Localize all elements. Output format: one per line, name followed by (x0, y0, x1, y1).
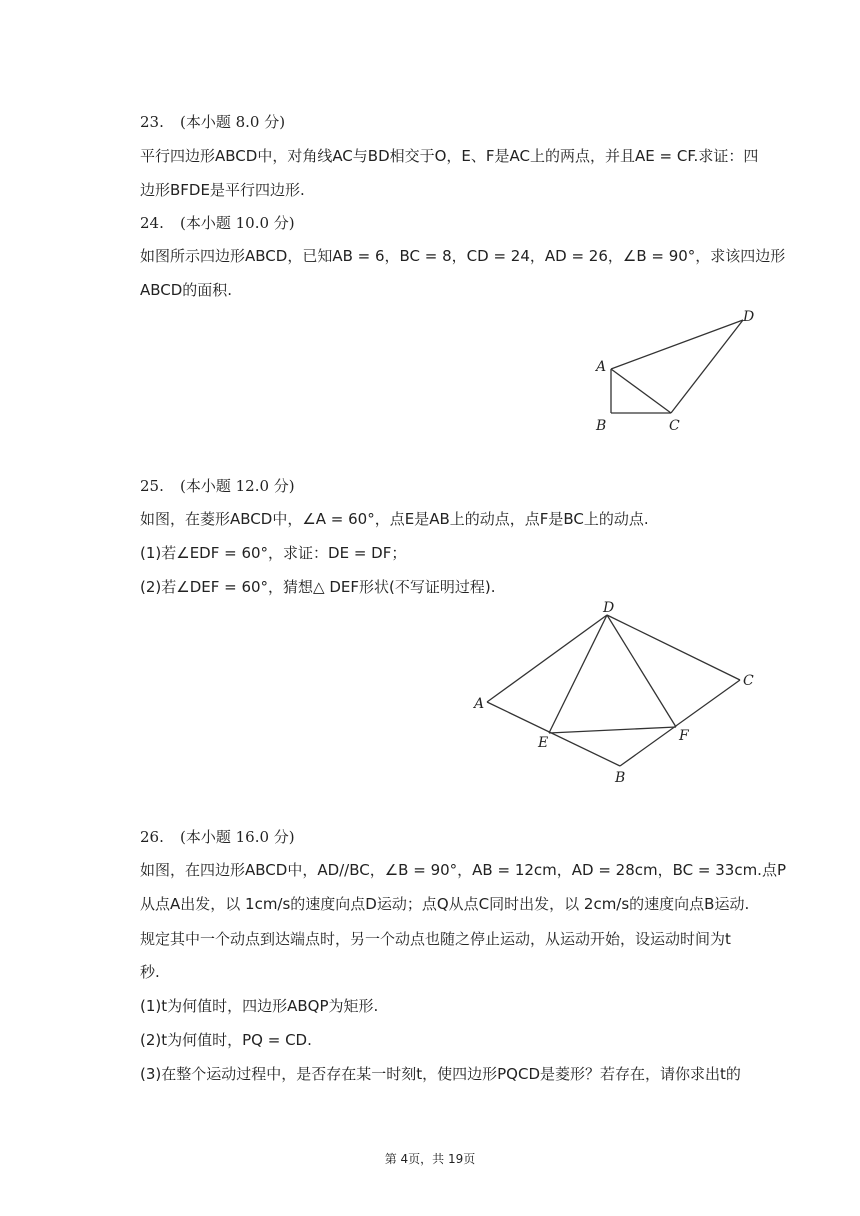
q25-label-e: E (538, 735, 549, 751)
q25-segment-ef (549, 727, 676, 733)
q24-text-line2: ABCD的面积. (140, 281, 233, 299)
q25-label-a: A (474, 696, 485, 712)
q25-text-line3: (2)若∠DEF = 60°，猜想△ DEF形状(不写证明过程). (140, 578, 496, 596)
q23-number: 23. (140, 113, 164, 131)
q25-label-b: B (615, 770, 626, 786)
q25-score: (本小题 12.0 分) (180, 477, 295, 495)
q26-text-line3: 规定其中一个动点到达端点时，另一个动点也随之停止运动，从运动开始，设运动时间为t (140, 930, 731, 948)
q24-diagonal-ac (611, 369, 671, 413)
q25-heading (140, 476, 780, 496)
q25-segment-de (549, 615, 607, 733)
q26-text-line1: 如图，在四边形ABCD中，AD//BC，∠B = 90°，AB = 12cm，AD = 28cm，BC = 33cm.点P (140, 861, 786, 879)
q26-text-line7: (3)在整个运动过程中，是否存在某一时刻t，使四边形PQCD是菱形？若存在，请你求出t的 (140, 1065, 741, 1083)
q24-label-c: C (669, 418, 680, 434)
q24-text-line1: 如图所示四边形ABCD，已知AB = 6，BC = 8，CD = 24，AD = 26，∠B = 90°，求该四边形 (140, 247, 786, 265)
q24-figure (585, 300, 770, 440)
q26-heading (140, 827, 780, 847)
q26-text-line2: 从点A出发，以 1cm/s的速度向点D运动；点Q从点C同时出发，以 2cm/s的速度向点B运动. (140, 895, 750, 913)
q25-label-d: D (603, 600, 615, 616)
q23-heading (140, 112, 780, 132)
q25-edge-ba (487, 702, 620, 766)
q24-score: (本小题 10.0 分) (180, 214, 295, 232)
q23-text-line2: 边形BFDE是平行四边形. (140, 181, 305, 199)
q25-number: 25. (140, 477, 164, 495)
q24-label-d: D (743, 309, 755, 325)
q24-number: 24. (140, 214, 164, 232)
q26-text-line6: (2)t为何值时，PQ = CD. (140, 1031, 312, 1049)
page-footer: 第 4页，共 19页 (384, 1152, 476, 1166)
q23-score: (本小题 8.0 分) (180, 113, 286, 131)
q25-edge-ad (487, 615, 607, 702)
q24-heading (140, 213, 780, 233)
q24-label-a: A (596, 359, 607, 375)
q26-text-line4: 秒. (140, 963, 160, 981)
q26-number: 26. (140, 828, 164, 846)
q23-text-line1: 平行四边形ABCD中，对角线AC与BD相交于O，E、F是AC上的两点，并且AE = CF.求证：四 (140, 147, 759, 165)
q25-text-line1: 如图，在菱形ABCD中，∠A = 60°，点E是AB上的动点，点F是BC上的动点. (140, 510, 649, 528)
q24-edge-da (611, 320, 743, 369)
q25-label-f: F (679, 728, 689, 744)
q25-text-line2: (1)若∠EDF = 60°，求证：DE = DF； (140, 544, 407, 562)
q26-text-line5: (1)t为何值时，四边形ABQP为矩形. (140, 997, 379, 1015)
q24-label-b: B (596, 418, 607, 434)
q25-figure (465, 595, 765, 790)
q25-edge-cb (620, 680, 740, 766)
q26-score: (本小题 16.0 分) (180, 828, 295, 846)
q25-label-c: C (743, 673, 754, 689)
